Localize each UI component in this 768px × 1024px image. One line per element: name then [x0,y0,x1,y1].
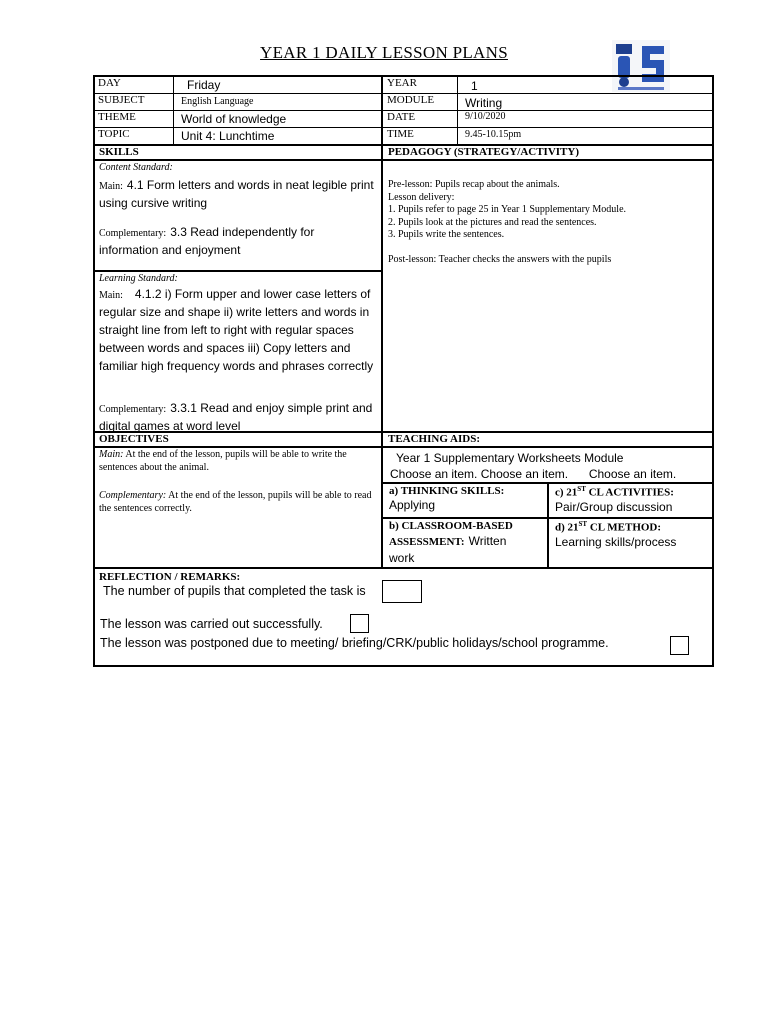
teaching-aids-choices [390,466,710,483]
assessment-value: Written [468,534,507,548]
time-label: TIME [387,128,414,140]
year-label: YEAR [387,77,417,89]
page-title: YEAR 1 DAILY LESSON PLANS [260,43,508,62]
theme-label: THEME [98,111,136,123]
learning-complementary: Complementary: 3.3.1 Read and enjoy simple print and digital games at word level [99,401,373,433]
post-lesson-text: Post-lesson: Teacher checks the answers with the pupils [388,253,612,265]
cl-method-value: Learning skills/process [555,534,677,549]
step-2: 2. Pupils look at the pictures and read the sentences. [388,216,597,228]
module-label: MODULE [387,94,435,106]
reflection-line-2: The lesson was carried out successfully. [100,617,323,631]
objective-main: Main: At the end of the lesson, pupils will be able to write the sentences about the animal. [99,449,347,473]
pupil-count-box[interactable] [382,580,422,603]
learning-main: Main: 4.1.2 i) Form upper and lower case letters of regular size and shape ii) write letters and words in straight line from left to right with regular spaces between words and spaces iii) Copy letters and familiar high frequency words and phrases correctly [99,287,374,373]
content-main: Main: 4.1 Form letters and words in neat legible print using cursive writing [99,178,374,210]
day-value: Friday [187,78,221,92]
postponed-checkbox[interactable] [670,636,689,655]
pre-lesson-text: Pre-lesson: Pupils recap about the animals. [388,179,560,190]
teaching-aids-header: TEACHING AIDS: [388,433,480,445]
teaching-aids-value: Year 1 Supplementary Worksheets Module [396,451,624,465]
lesson-delivery-label: Lesson delivery: [388,191,455,203]
cl-method-cell [555,520,710,550]
subject-value: English Language [181,96,254,107]
lesson-plan-table [93,75,714,667]
learning-standard-label: Learning Standard: [99,273,178,284]
objectives-header: OBJECTIVES [99,433,169,445]
cl-method-label: d) 21ST CL METHOD: [555,520,662,534]
step-3: 3. Pupils write the sentences. [388,229,505,240]
step-1: 1. Pupils refer to page 25 in Year 1 Supplementary Module. [388,204,627,215]
theme-value: World of knowledge [181,112,287,126]
time-value: 9.45-10.15pm [465,129,522,140]
thinking-skills-label: a) THINKING SKILLS: [389,485,505,497]
date-value: 9/10/2020 [465,111,506,122]
content-standard-label: Content Standard: [99,162,173,173]
choose-item-1[interactable]: Choose an item. [390,467,478,481]
assessment-value-line2: work [389,551,415,565]
reflection-header: REFLECTION / REMARKS: [99,571,241,583]
pedagogy-content [388,179,708,266]
topic-label: TOPIC [98,128,130,140]
topic-value: Unit 4: Lunchtime [181,129,275,143]
assessment-label-line1: b) CLASSROOM-BASED [389,520,513,532]
content-complementary: Complementary: 3.3 Read independently for information and enjoyment [99,225,315,257]
cl-activities-value: Pair/Group discussion [555,499,673,514]
year-value: 1 [471,79,478,93]
reflection-line-3: The lesson was postponed due to meeting/ briefing/CRK/public holidays/school programme. [100,636,609,650]
date-label: DATE [387,111,416,123]
objective-complementary: Complementary: At the end of the lesson, pupils will be able to read the sentences correctly. [99,490,372,514]
assessment-label-line2: ASSESSMENT: [389,536,465,548]
cl-activities-label: c) 21ST CL ACTIVITIES: [555,485,674,499]
pedagogy-header: PEDAGOGY (STRATEGY/ACTIVITY) [388,146,579,158]
day-label: DAY [98,77,121,89]
thinking-skills-value: Applying [389,498,436,512]
subject-label: SUBJECT [98,94,145,106]
assessment-cell [389,520,545,567]
reflection-line-1: The number of pupils that completed the task is [103,584,366,598]
cl-activities-cell [555,485,710,515]
choose-item-3[interactable]: Choose an item. [588,467,677,481]
module-value: Writing [465,96,503,110]
skills-header: SKILLS [99,146,139,158]
success-checkbox[interactable] [350,614,369,633]
choose-item-2[interactable]: Choose an item. [480,467,569,481]
thinking-skills-cell [389,485,545,514]
